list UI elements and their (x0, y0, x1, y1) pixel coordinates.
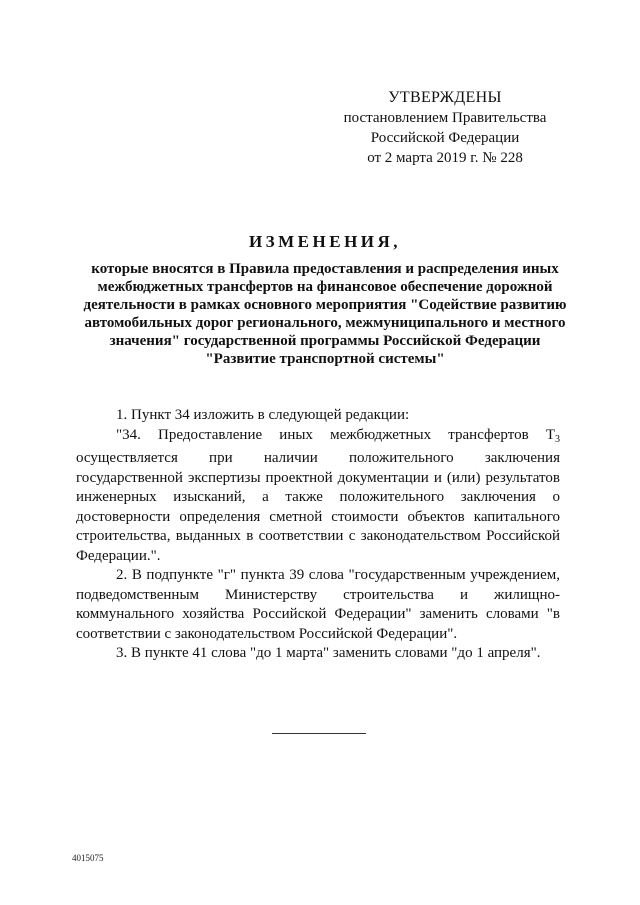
subtitle-line: значения" государственной программы Российской Федерации (109, 333, 541, 349)
paragraph-1-intro: 1. Пункт 34 изложить в следующей редакции: (116, 407, 410, 423)
approval-stamp (330, 88, 560, 168)
subtitle-line: деятельности в рамках основного мероприятия "Содействие развитию (83, 297, 567, 313)
document-title: ИЗМЕНЕНИЯ, (248, 232, 402, 251)
footer-code: 4015075 (72, 853, 104, 863)
approval-line-1: постановлением Правительства (343, 110, 547, 126)
paragraph-2: 2. В подпункте "г" пункта 39 слова "государственным учреждением, подведомственным Министерству строительства и жилищно-коммунального хозяйства Российской Федерации" заменить словами "в соответствии с законодательством Российской Федерации". (76, 567, 560, 642)
document-subtitle (60, 260, 590, 368)
subscript-3: 3 (555, 433, 560, 445)
approval-line-3: от 2 марта 2019 г. № 228 (367, 150, 523, 166)
document-body (76, 406, 560, 664)
subtitle-line: автомобильных дорог регионального, межмуниципального и местного (84, 315, 566, 331)
quote-rest: осуществляется при наличии положительного заключения государственной экспертизы проектной документации и (или) результатов инженерных изысканий, а также положительного заключения о достоверности определения сметной стоимости объектов капитального строительства, выданных в соответствии с законодательством Российской Федерации.". (76, 450, 560, 564)
quote-start: "34. Предоставление иных межбюджетных трансфертов T (116, 426, 555, 443)
end-divider (272, 733, 366, 734)
subtitle-line: межбюджетных трансфертов на финансовое обеспечение дорожной (97, 279, 553, 295)
paragraph-3: 3. В пункте 41 слова "до 1 марта" заменить словами "до 1 апреля". (116, 645, 541, 661)
subtitle-line: "Развитие транспортной системы" (205, 351, 445, 367)
approval-line-2: Российской Федерации (370, 130, 520, 146)
paragraph-1-quote (76, 426, 560, 567)
approval-title: УТВЕРЖДЕНЫ (388, 89, 502, 106)
subtitle-line: которые вносятся в Правила предоставления и распределения иных (91, 261, 559, 277)
